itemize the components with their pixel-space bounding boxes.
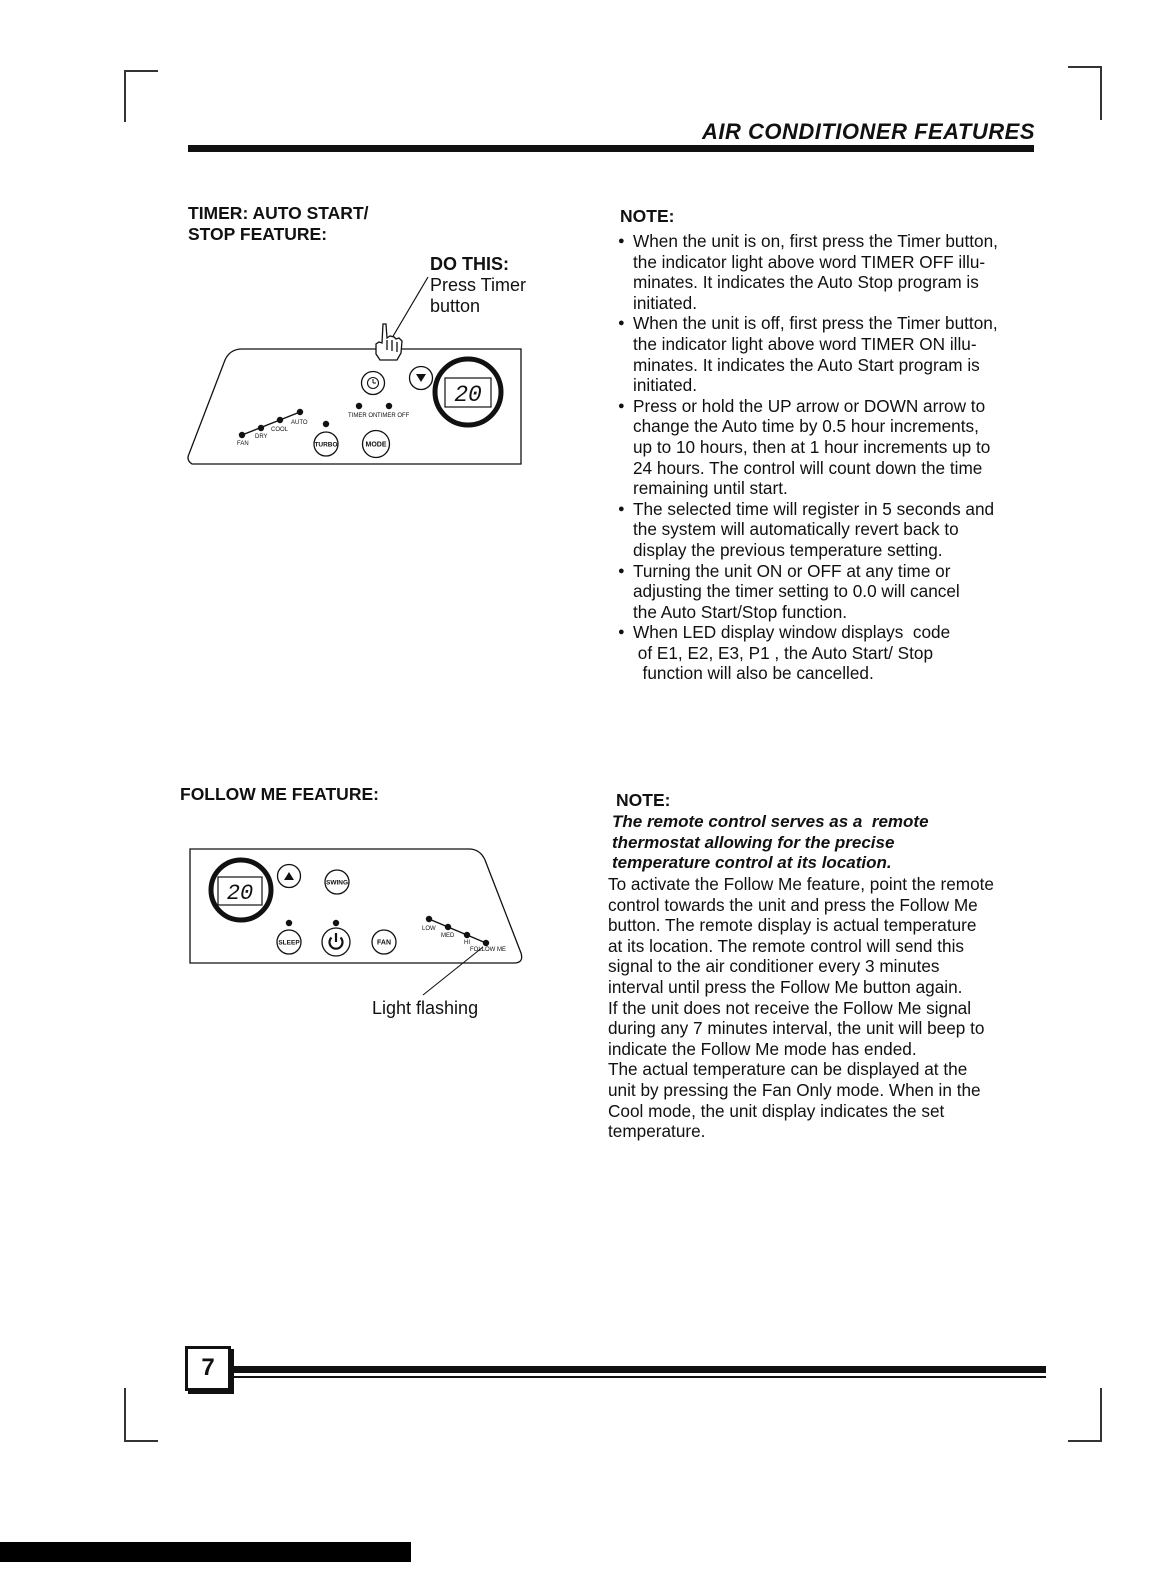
mode-button-label: MODE <box>365 441 387 449</box>
timer-on-indicator <box>356 403 362 409</box>
timer-section-heading <box>188 203 369 245</box>
mode-label-auto: AUTO <box>291 420 308 426</box>
speed-label-low: LOW <box>422 926 436 932</box>
pointing-hand-icon <box>376 324 402 360</box>
timer-note-item: ● When the unit is on, first press the Timer button, the indicator light above word TIMER OFF illu- minates. It indicates the Auto Stop program is initiated. <box>616 231 1076 313</box>
timer-note-item: ● When LED display window displays code of E1, E2, E3, P1 , the Auto Start/ Stop function will also be cancelled. <box>616 622 1076 684</box>
speed-dot-follow-me <box>483 940 489 946</box>
timer-button[interactable] <box>362 372 385 395</box>
mode-label-cool: COOL <box>271 427 289 433</box>
follow-me-note-emphasis: The remote control serves as a remote thermostat allowing for the precise temperature control at its location. <box>612 812 929 872</box>
follow-me-temperature-display <box>211 860 271 920</box>
do-this-line1: Press Timer <box>430 275 527 295</box>
follow-me-heading: FOLLOW ME FEATURE: <box>180 784 379 804</box>
speed-label-hi: HI <box>464 940 470 946</box>
header-rule <box>188 145 1034 152</box>
follow-me-note-body: To activate the Follow Me feature, point the remote control towards the unit and press the Follow Me button. The remote display is actual temperature at its location. The remote control will send this signal to the air conditioner every 3 minutes interval until press the Follow Me button again. If the unit does not receive the Follow Me signal during any 7 minutes interval, the unit will beep to indicate the Follow Me mode has ended. The actual temperature can be displayed at the unit by pressing the Fan Only mode. When in the Cool mode, the unit display indicates the set temperature. <box>608 874 994 1142</box>
up-arrow-button[interactable] <box>278 865 301 888</box>
turbo-indicator <box>323 421 329 427</box>
timer-control-panel <box>180 260 540 475</box>
speed-dot-low <box>426 916 432 922</box>
timer-note-item: ● Turning the unit ON or OFF at any time or adjusting the timer setting to 0.0 will cancel the Auto Start/Stop function. <box>616 561 1076 623</box>
fan-button[interactable] <box>372 930 396 954</box>
mode-dot-fan <box>239 432 245 438</box>
mode-dot-cool <box>277 417 283 423</box>
follow-me-control-panel <box>180 840 540 1020</box>
crop-mark-bottom-left <box>124 1388 158 1442</box>
speed-dot-med <box>445 924 451 930</box>
turbo-button-label: TURBO <box>314 441 338 449</box>
mode-dot-auto <box>297 409 303 415</box>
speed-label-follow-me: FOLLOW ME <box>470 947 507 953</box>
timer-heading-line2: STOP FEATURE: <box>188 224 328 244</box>
mode-label-fan: FAN <box>237 441 249 447</box>
page-header-title: AIR CONDITIONER FEATURES <box>701 119 1035 144</box>
sleep-indicator <box>286 920 292 926</box>
sleep-button[interactable] <box>277 930 301 954</box>
power-button[interactable] <box>322 928 350 956</box>
light-flashing-label: Light flashing <box>372 998 479 1018</box>
speed-label-med: MED <box>441 933 455 939</box>
footer-rule-thin <box>231 1376 1046 1378</box>
timer-off-label: TIMER OFF <box>377 413 410 419</box>
speed-dot-hi <box>464 932 470 938</box>
display-value: 20 <box>454 382 482 408</box>
timer-note-item: ● Press or hold the UP arrow or DOWN arrow to change the Auto time by 0.5 hour increments, up to 10 hours, then at 1 hour increments up to 24 hours. The control will count down the time remaining until start. <box>616 396 1076 499</box>
sleep-button-label: SLEEP <box>278 939 300 947</box>
footer-rule <box>231 1366 1046 1373</box>
timer-note-item: ● The selected time will register in 5 seconds and the system will automatically revert back to display the previous temperature setting. <box>616 499 1076 561</box>
timer-heading-line1: TIMER: AUTO START/ <box>188 203 369 223</box>
turbo-button[interactable] <box>314 432 338 456</box>
crop-mark-top-right <box>1068 66 1102 120</box>
timer-on-label: TIMER ON <box>348 413 378 419</box>
swing-button-label: SWING <box>325 879 349 887</box>
temperature-display <box>435 359 501 425</box>
timer-off-indicator <box>386 403 392 409</box>
do-this-heading: DO THIS: <box>430 254 509 274</box>
scan-edge-bar <box>0 1542 411 1562</box>
follow-me-note-heading: NOTE: <box>616 790 671 810</box>
timer-note-item: ● When the unit is off, first press the Timer button, the indicator light above word TIMER ON illu- minates. It indicates the Auto Start program is initiated. <box>616 313 1076 395</box>
timer-note-list <box>616 231 1076 684</box>
fan-button-label: FAN <box>377 939 391 947</box>
mode-label-dry: DRY <box>255 434 268 440</box>
timer-note-heading: NOTE: <box>620 206 675 226</box>
swing-button[interactable] <box>325 870 349 894</box>
crop-mark-bottom-right <box>1068 1388 1102 1442</box>
power-indicator <box>333 920 339 926</box>
follow-me-display-value: 20 <box>226 881 254 906</box>
down-arrow-button[interactable] <box>410 367 433 390</box>
page-number: 7 <box>185 1346 231 1391</box>
crop-mark-top-left <box>124 70 158 122</box>
mode-button[interactable] <box>363 431 390 458</box>
mode-dot-dry <box>258 425 264 431</box>
do-this-line2: button <box>430 296 481 316</box>
